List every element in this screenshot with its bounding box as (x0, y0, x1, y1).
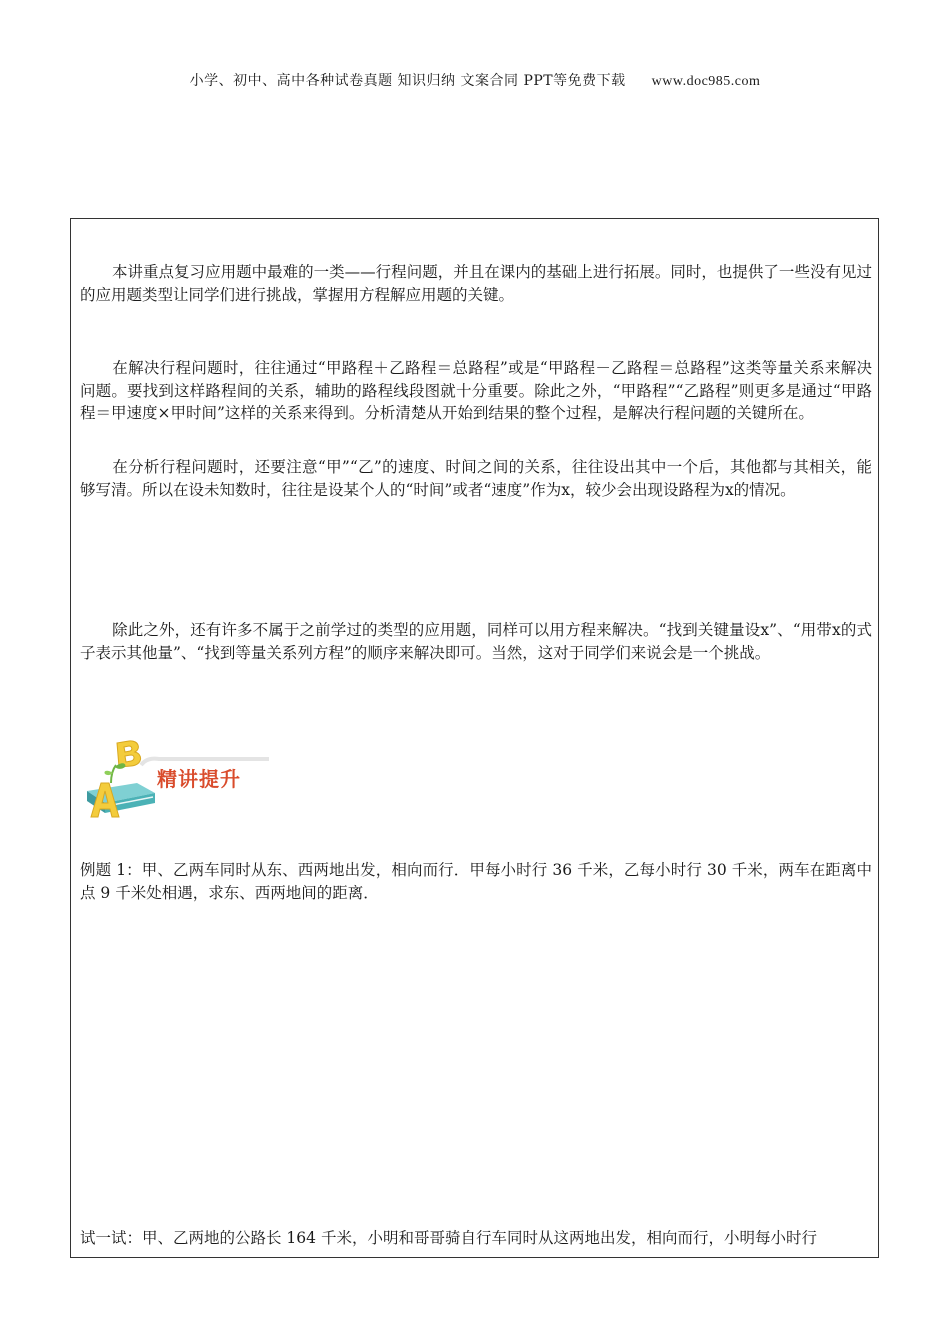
intro-paragraph-1 (80, 261, 872, 306)
intro-paragraph-1-text: 本讲重点复习应用题中最难的一类——行程问题，并且在课内的基础上进行拓展。同时，也提供了一些没有见过的应用题类型让同学们进行挑战，掌握用方程解应用题的关键。 (80, 263, 872, 304)
example-1: 例题 1：甲、乙两车同时从东、西两地出发，相向而行．甲每小时行 36 千米，乙每小时行 30 千米，两车在距离中点 9 千米处相遇，求东、西两地间的距离． (80, 861, 872, 902)
try-exercise: 试一试：甲、乙两地的公路长 164 千米，小明和哥哥骑自行车同时从这两地出发，相向而行，小明每小时行 (80, 1229, 817, 1247)
content-frame (70, 218, 879, 1258)
intro-paragraph-4 (80, 619, 872, 664)
header-text: 小学、初中、高中各种试卷真题 知识归纳 文案合同 PPT等免费下载 (189, 73, 626, 89)
page-header (0, 70, 950, 90)
section-title: 精讲提升 (157, 767, 241, 791)
intro-paragraph-2 (80, 357, 872, 425)
section-badge (81, 737, 271, 823)
intro-paragraph-2-text: 在解决行程问题时，往往通过“甲路程＋乙路程＝总路程”或是“甲路程－乙路程＝总路程”这类等量关系来解决问题。要找到这样路程间的关系，辅助的路程线段图就十分重要。除此之外，“甲路程”“乙路程”则更多是通过“甲路程＝甲速度×甲时间”这样的关系来得到。分析清楚从开始到结果的整个过程，是解决行程问题的关键所在。 (80, 359, 872, 422)
header-site-link[interactable]: www.doc985.com (651, 74, 761, 89)
intro-paragraph-4-text: 除此之外，还有许多不属于之前学过的类型的应用题，同样可以用方程来解决。“找到关键量设x”、“用带x的式子表示其他量”、“找到等量关系列方程”的顺序来解决即可。当然，这对于同学们来说会是一个挑战。 (80, 621, 872, 662)
intro-paragraph-3-text: 在分析行程问题时，还要注意“甲”“乙”的速度、时间之间的关系，往往设出其中一个后，其他都与其相关，能够写清。所以在设未知数时，往往是设某个人的“时间”或者“速度”作为x，较少会出现设路程为x的情况。 (80, 458, 872, 499)
intro-paragraph-3 (80, 456, 872, 501)
